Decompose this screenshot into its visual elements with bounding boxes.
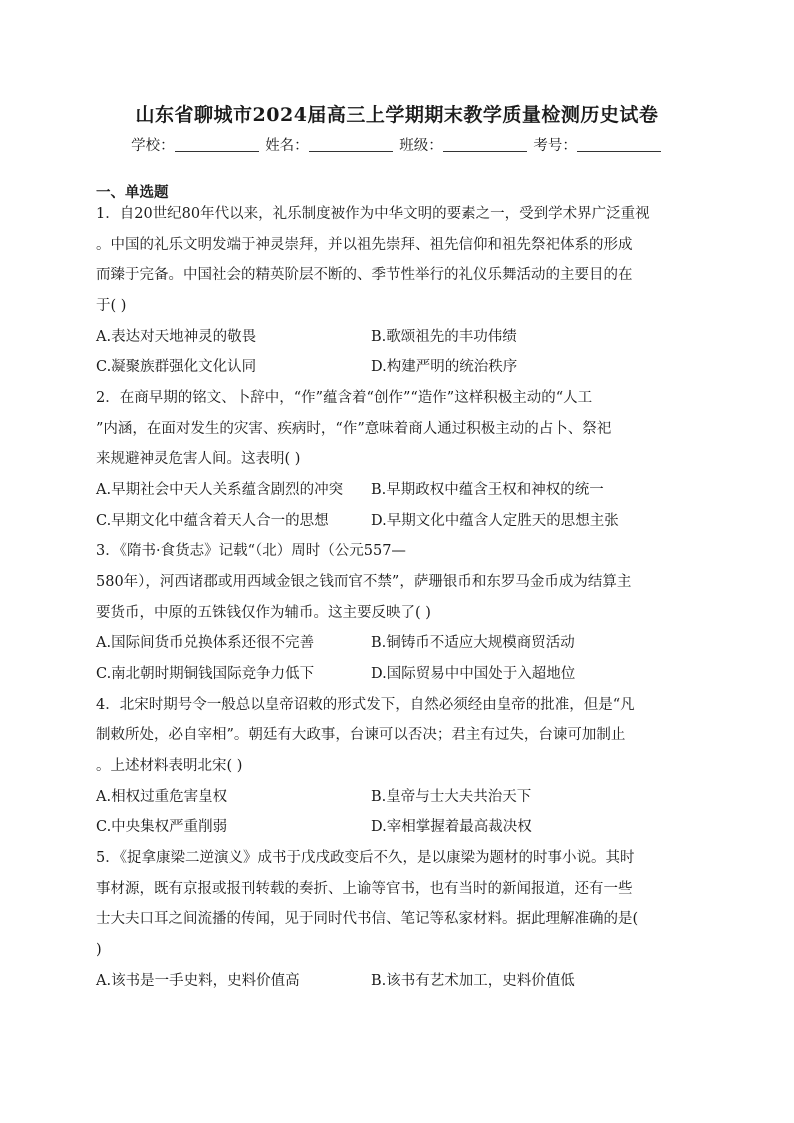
- q1-option-b: B.歌颂祖先的丰功伟绩: [371, 329, 517, 345]
- number-blank: [577, 137, 661, 152]
- q5-option-b: B.该书有艺术加工，史料价值低: [371, 973, 575, 989]
- name-label: 姓名：: [265, 138, 309, 154]
- q4-line: 4．北宋时期号令一般总以皇帝诏敕的形式发下，自然必须经由皇帝的批准，但是“凡: [96, 697, 635, 713]
- q4-option-a: A.相权过重危害皇权: [96, 789, 228, 805]
- q4-line: 。上述材料表明北宋( ): [96, 758, 243, 774]
- q3-line: 要货币，中原的五铢钱仅作为辅币。这主要反映了( ): [96, 605, 431, 621]
- q1-line: 而臻于完备。中国社会的精英阶层不断的、季节性举行的礼仪乐舞活动的主要目的在: [96, 267, 633, 283]
- q3-option-c: C.南北朝时期铜钱国际竞争力低下: [96, 666, 315, 682]
- q2-option-c: C.早期文化中蕴含着天人合一的思想: [96, 513, 329, 529]
- q1-option-a: A.表达对天地神灵的敬畏: [96, 329, 257, 345]
- q5-line: 事材源，既有京报或报刊转载的奏折、上谕等官书，也有当时的新闻报道，还有一些: [96, 881, 633, 897]
- student-info-row: [0, 134, 794, 155]
- q3-option-b: B.铜铸币不适应大规模商贸活动: [371, 635, 575, 651]
- school-blank: [175, 137, 259, 152]
- q4-line: 制敕所处，必自宰相”。朝廷有大政事，台谏可以否决；君主有过失，台谏可加制止: [96, 727, 626, 743]
- q1-line: 于( ): [96, 298, 127, 314]
- school-label: 学校：: [131, 138, 175, 154]
- q5-line: 5．《捉拿康梁二逆演义》成书于戊戌政变后不久，是以康梁为题材的时事小说。其时: [96, 850, 635, 866]
- q2-line: ”内涵，在面对发生的灾害、疾病时，“作”意味着商人通过积极主动的占卜、祭祀: [96, 421, 612, 437]
- q1-line: 1．自20世纪80年代以来，礼乐制度被作为中华文明的要素之一，受到学术界广泛重视: [96, 206, 650, 222]
- q1-option-c: C.凝聚族群强化文化认同: [96, 359, 257, 375]
- q3-option-d: D.国际贸易中中国处于入超地位: [371, 666, 576, 682]
- q3-line: 3．《隋书·食货志》记载“（北）周时（公元557—: [96, 543, 406, 559]
- name-blank: [309, 137, 393, 152]
- class-label: 班级：: [399, 138, 443, 154]
- exam-title: 山东省聊城市2024届高三上学期期末教学质量检测历史试卷: [135, 104, 659, 126]
- q2-option-d: D.早期文化中蕴含人定胜天的思想主张: [371, 513, 619, 529]
- q5-option-a: A.该书是一手史料，史料价值高: [96, 973, 300, 989]
- section-title: 一、单选题: [96, 185, 169, 201]
- q4-option-d: D.宰相掌握着最高裁决权: [371, 819, 532, 835]
- class-blank: [443, 137, 527, 152]
- q5-line: ): [96, 942, 102, 958]
- q2-line: 2．在商早期的铭文、卜辞中，“作”蕴含着“创作”“造作”这样积极主动的“人工: [96, 390, 593, 406]
- q2-option-b: B.早期政权中蕴含王权和神权的统一: [371, 482, 604, 498]
- q3-option-a: A.国际间货币兑换体系还很不完善: [96, 635, 315, 651]
- q4-option-b: B.皇帝与士大夫共治天下: [371, 789, 532, 805]
- q1-line: 。中国的礼乐文明发端于神灵崇拜，并以祖先崇拜、祖先信仰和祖先祭祀体系的形成: [96, 237, 633, 253]
- number-label: 考号：: [533, 138, 577, 154]
- q3-line: 580年），河西诸郡或用西域金银之钱而官不禁”，萨珊银币和东罗马金币成为结算主: [96, 574, 632, 590]
- q2-option-a: A.早期社会中天人关系蕴含剧烈的冲突: [96, 482, 344, 498]
- q5-line: 士大夫口耳之间流播的传闻，见于同时代书信、笔记等私家材料。据此理解准确的是(: [96, 911, 639, 927]
- q2-line: 来规避神灵危害人间。这表明( ): [96, 451, 301, 467]
- q4-option-c: C.中央集权严重削弱: [96, 819, 228, 835]
- q1-option-d: D.构建严明的统治秩序: [371, 359, 518, 375]
